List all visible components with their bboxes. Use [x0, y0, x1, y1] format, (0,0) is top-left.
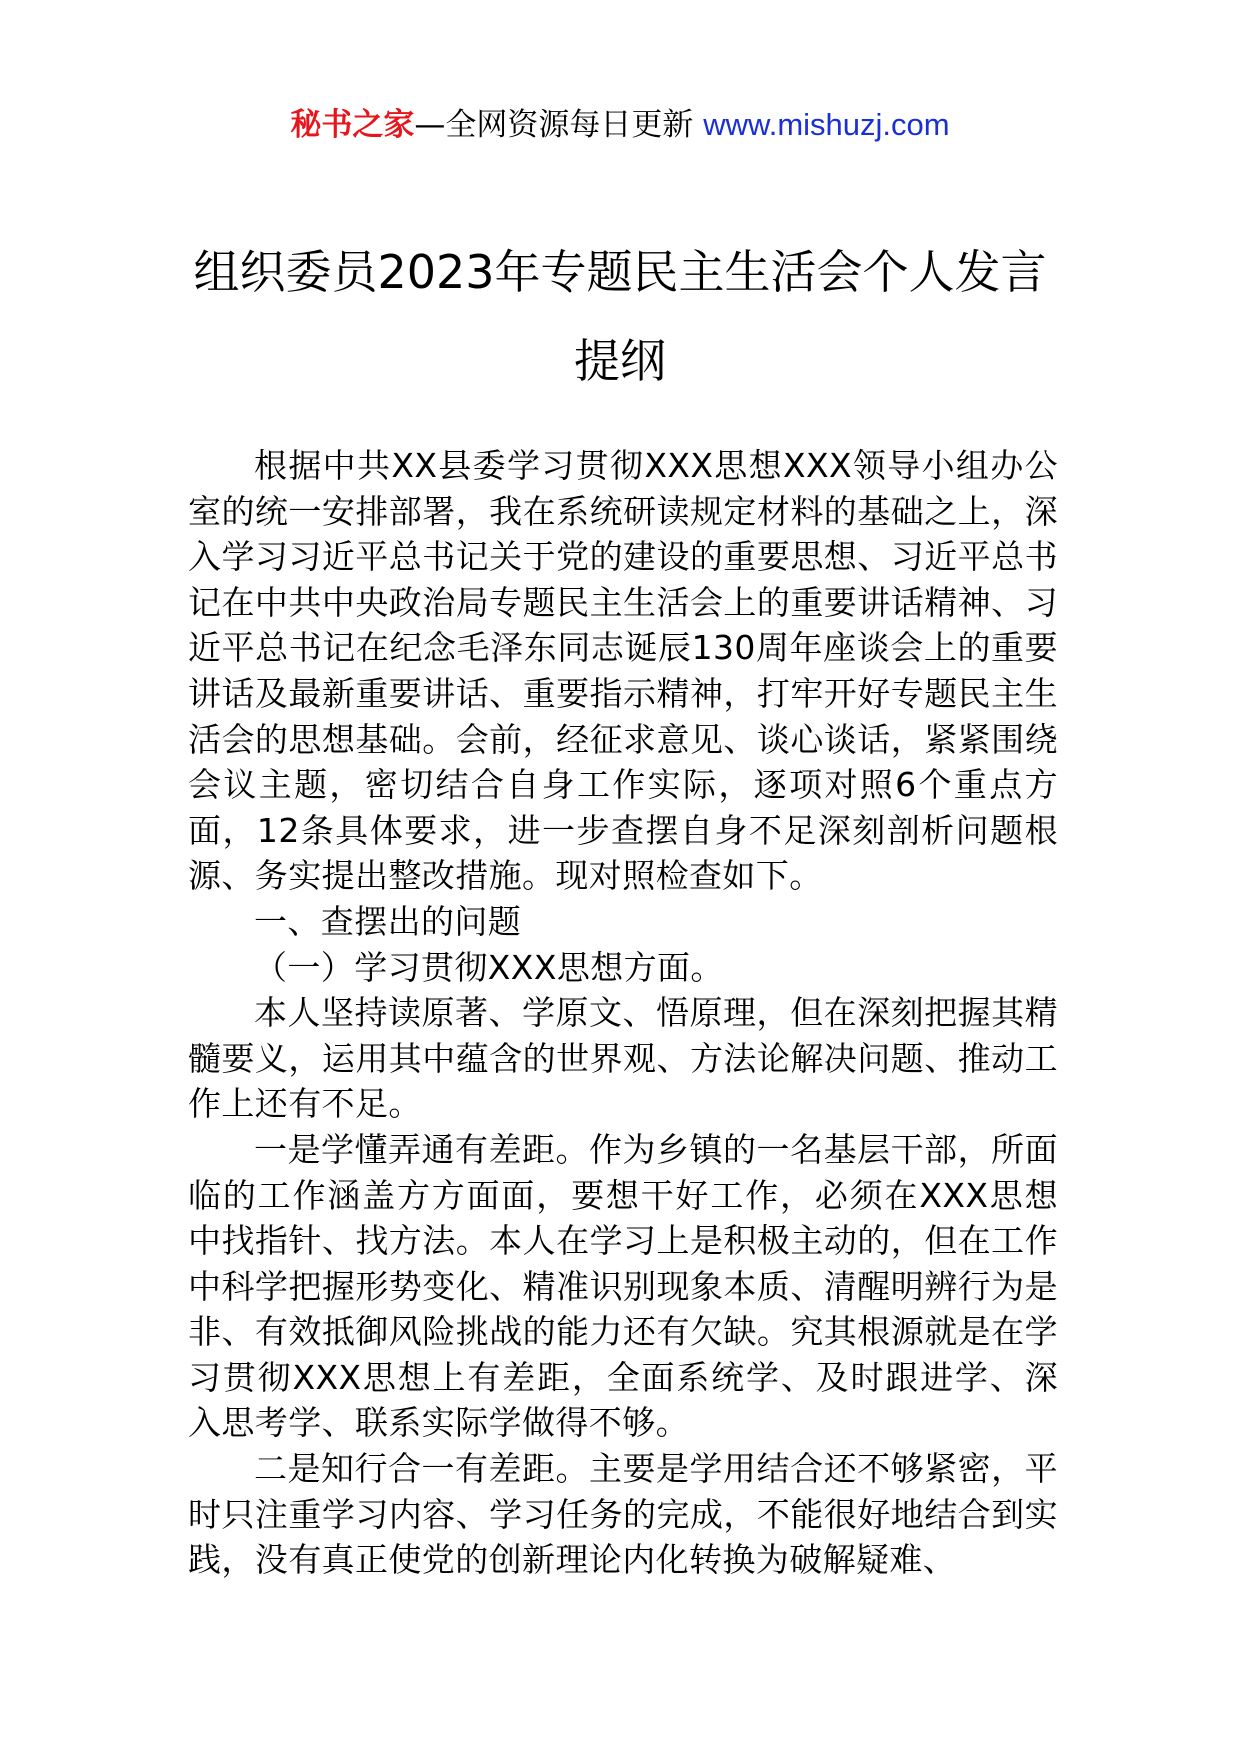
- title-line-2: 提纲: [574, 334, 666, 388]
- title-line-1: 组织委员2023年专题民主生活会个人发言: [193, 245, 1047, 299]
- document-body: [188, 443, 1058, 1583]
- body-paragraph: 一是学懂弄通有差距。作为乡镇的一名基层干部，所面临的工作涵盖方方面面，要想干好工作，必须在XXX思想中找指针、找方法。本人在学习上是积极主动的，但在工作中科学把握形势变化、精准识别现象本质、清醒明辨行为是非、有效抵御风险挑战的能力还有欠缺。究其根源就是在学习贯彻XXX思想上有差距，全面系统学、及时跟进学、深入思考学、联系实际学做得不够。: [188, 1129, 1058, 1443]
- intro-paragraph: 根据中共XX县委学习贯彻XXX思想XXX领导小组办公室的统一安排部署，我在系统研读规定材料的基础之上，深入学习习近平总书记关于党的建设的重要思想、习近平总书记在中共中央政治局专题民主生活会上的重要讲话精神、习近平总书记在纪念毛泽东同志诞辰130周年座谈会上的重要讲话及最新重要讲话、重要指示精神，打牢开好专题民主生活会的思想基础。会前，经征求意见、谈心谈话，紧紧围绕会议主题，密切结合自身工作实际，逐项对照6个重点方面，12条具体要求，进一步查摆自身不足深刻剖析问题根源、务实提出整改措施。现对照检查如下。: [188, 446, 1058, 896]
- header-slogan: —全网资源每日更新: [414, 107, 704, 143]
- section-heading: 一、查摆出的问题: [254, 901, 522, 941]
- document-title: [0, 228, 1240, 406]
- subsection-heading: （一）学习贯彻XXX思想方面。: [254, 947, 724, 987]
- body-paragraph: 本人坚持读原著、学原文、悟原理，但在深刻把握其精髓要义，运用其中蕴含的世界观、方法论解决问题、推动工作上还有不足。: [188, 993, 1058, 1124]
- brand-name: 秘书之家: [290, 107, 415, 143]
- body-paragraph: 二是知行合一有差距。主要是学用结合还不够紧密，平时只注重学习内容、学习任务的完成，不能很好地结合到实践，没有真正使党的创新理论内化转换为破解疑难、: [188, 1449, 1058, 1580]
- site-url-link[interactable]: www.mishuzj.com: [703, 107, 950, 142]
- site-header: [0, 103, 1240, 147]
